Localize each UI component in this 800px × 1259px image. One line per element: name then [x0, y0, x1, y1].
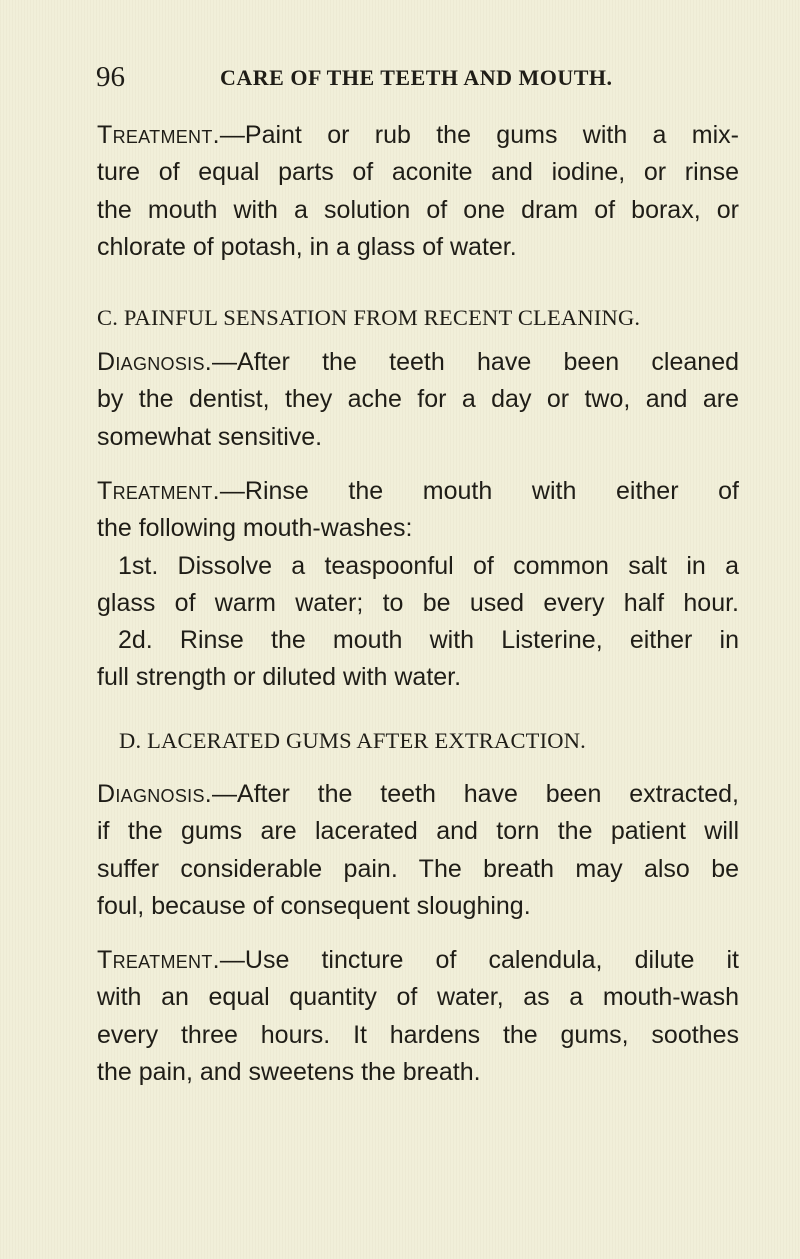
diagnosis-lead: Diagnosis. — [97, 780, 213, 808]
diagnosis-paragraph-d — [97, 776, 739, 925]
paragraph-line: by the dentist, they ache for a day or two, and are — [97, 385, 739, 414]
treatment-lead: Treatment. — [97, 121, 220, 149]
list-item-first: 1st. Dissolve a teaspoonful of common salt in a — [118, 551, 739, 580]
paragraph-line: with an equal quantity of water, as a mouth-wash — [97, 983, 739, 1012]
paragraph-line: chlorate of potash, in a glass of water. — [97, 232, 517, 261]
section-heading-d: D. LACERATED GUMS AFTER EXTRACTION. — [119, 728, 587, 753]
paragraph-line: foul, because of consequent sloughing. — [97, 891, 531, 920]
running-title: CARE OF THE TEETH AND MOUTH. — [220, 65, 613, 90]
paragraph-line: the pain, and sweetens the breath. — [97, 1057, 481, 1086]
paragraph-line: the following mouth-washes: — [97, 514, 413, 543]
treatment-paragraph-b — [97, 117, 739, 266]
list-item-second: 2d. Rinse the mouth with Listerine, either in — [118, 626, 739, 655]
paragraph-line: somewhat sensitive. — [97, 422, 323, 451]
paragraph-line: Diagnosis.—After the teeth have been extracted, — [97, 780, 739, 808]
paragraph-line: Diagnosis.—After the teeth have been cleaned — [97, 348, 739, 376]
diagnosis-paragraph-c — [97, 344, 739, 456]
treatment-paragraph-c — [97, 473, 739, 697]
paragraph-line: the mouth with a solution of one dram of borax, or — [97, 195, 739, 224]
paragraph-line: suffer considerable pain. The breath may also be — [97, 854, 739, 883]
diagnosis-lead: Diagnosis. — [97, 348, 213, 376]
treatment-paragraph-d — [97, 942, 739, 1091]
paragraph-line: ture of equal parts of aconite and iodine, or rinse — [97, 158, 739, 187]
treatment-lead: Treatment. — [97, 946, 220, 974]
paragraph-line: Treatment.—Paint or rub the gums with a mix- — [97, 121, 739, 149]
paragraph-line: every three hours. It hardens the gums, soothes — [97, 1020, 739, 1049]
paragraph-line: if the gums are lacerated and torn the patient will — [97, 817, 739, 846]
paragraph-line: Treatment.—Use tincture of calendula, dilute it — [97, 946, 739, 974]
running-head — [96, 62, 736, 92]
treatment-lead: Treatment. — [97, 477, 220, 505]
paragraph-line: glass of warm water; to be used every half hour. — [97, 588, 739, 617]
paragraph-line: Treatment.—Rinse the mouth with either of — [97, 477, 739, 505]
page-number: 96 — [96, 61, 125, 93]
section-heading-c: C. PAINFUL SENSATION FROM RECENT CLEANING. — [97, 305, 641, 330]
paragraph-line: full strength or diluted with water. — [97, 663, 462, 692]
